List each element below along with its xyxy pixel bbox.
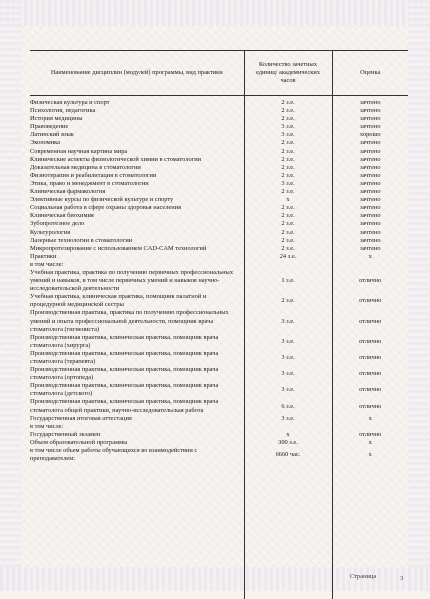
- discipline-cell: Производственная практика, клиническая практика, помощник врача стоматолога общей практики, научно-исследовательская работа: [30, 398, 244, 414]
- table-row: [30, 398, 408, 414]
- grade-cell: х: [332, 439, 408, 447]
- table-row: [30, 382, 408, 398]
- table-row: [30, 439, 408, 447]
- discipline-cell: Практики: [30, 253, 244, 261]
- discipline-cell: Производственная практика, практика по получению профессиональных умений и опыта профессиональной деятельности, помощник врача стоматолога (гигиениста): [30, 309, 244, 333]
- discipline-cell: Производственная практика, клиническая практика, помощник врача стоматолога (детского): [30, 382, 244, 398]
- discipline-cell: Психология, педагогика: [30, 107, 244, 115]
- discipline-cell: Микропротезирование с использованием CAD-CAM технологий: [30, 245, 244, 253]
- grade-cell: х: [332, 253, 408, 261]
- discipline-cell: Элективные курсы по физической культуре и спорту: [30, 196, 244, 204]
- credits-cell: х: [244, 196, 332, 204]
- credits-cell: 3 з.е.: [244, 334, 332, 350]
- table-row: [30, 212, 408, 220]
- credits-cell: 2 з.е.: [244, 293, 332, 309]
- credits-cell: 2 з.е.: [244, 237, 332, 245]
- credits-cell: 2 з.е.: [244, 229, 332, 237]
- table-row: [30, 309, 408, 333]
- grade-cell: зачтено: [332, 139, 408, 147]
- credits-cell: 3 з.е.: [244, 415, 332, 423]
- credits-cell: 2 з.е.: [244, 188, 332, 196]
- grade-cell: зачтено: [332, 123, 408, 131]
- grade-cell: отлично: [332, 269, 408, 293]
- grade-cell: зачтено: [332, 237, 408, 245]
- table-row: [30, 245, 408, 253]
- credits-cell: 3 з.е.: [244, 131, 332, 139]
- grade-cell: зачтено: [332, 148, 408, 156]
- table-row: [30, 148, 408, 156]
- page-footer: [350, 573, 376, 580]
- table-row: [30, 447, 408, 463]
- grade-cell: зачтено: [332, 180, 408, 188]
- discipline-cell: Учебная практика, практика по получению первичных профессиональных умений и навыков, в том числе первичных умений и навыков научно-исследовательской деятельности: [30, 269, 244, 293]
- grade-cell: зачтено: [332, 172, 408, 180]
- table-row: [30, 269, 408, 293]
- grade-cell: зачтено: [332, 99, 408, 107]
- table-row: [30, 139, 408, 147]
- credits-cell: 3 з.е.: [244, 382, 332, 398]
- grade-cell: [332, 423, 408, 431]
- page-number: 3: [400, 575, 403, 582]
- discipline-cell: Физическая культура и спорт: [30, 99, 244, 107]
- discipline-cell: Правоведение: [30, 123, 244, 131]
- credits-cell: 2 з.е.: [244, 156, 332, 164]
- table-row: [30, 293, 408, 309]
- grade-cell: х: [332, 447, 408, 463]
- table-row: [30, 172, 408, 180]
- credits-cell: 1 з.е.: [244, 269, 332, 293]
- grade-cell: отлично: [332, 334, 408, 350]
- grade-cell: отлично: [332, 350, 408, 366]
- table-row: [30, 229, 408, 237]
- table-row: [30, 366, 408, 382]
- guilloche-border-top: [0, 0, 430, 26]
- credits-cell: 24 з.е.: [244, 253, 332, 261]
- discipline-cell: Клиническая биохимия: [30, 212, 244, 220]
- discipline-cell: История медицины: [30, 115, 244, 123]
- discipline-cell: Производственная практика, клиническая практика, помощник врача стоматолога (ортопеда): [30, 366, 244, 382]
- discipline-cell: Лазерные технологии в стоматологии: [30, 237, 244, 245]
- discipline-cell: в том числе объем работы обучающихся во взаимодействии с преподавателем:: [30, 447, 244, 463]
- credits-cell: 2 з.е.: [244, 212, 332, 220]
- credits-cell: 2 з.е.: [244, 245, 332, 253]
- credits-cell: 6 з.е.: [244, 398, 332, 414]
- grade-cell: зачтено: [332, 107, 408, 115]
- discipline-cell: в том числе:: [30, 261, 244, 269]
- credits-cell: х: [244, 431, 332, 439]
- table-body: [30, 96, 408, 599]
- header-credits: Количество зачетных единиц/ академических часов: [244, 51, 332, 96]
- discipline-cell: Клинические аспекты физиологической химии в стоматологии: [30, 156, 244, 164]
- credits-cell: 2 з.е.: [244, 164, 332, 172]
- credits-cell: 3 з.е.: [244, 123, 332, 131]
- table-row: [30, 131, 408, 139]
- table-row: [30, 164, 408, 172]
- table-row: [30, 253, 408, 261]
- grade-cell: зачтено: [332, 196, 408, 204]
- grade-cell: отлично: [332, 431, 408, 439]
- discipline-cell: Социальная работа в сфере охраны здоровья населения: [30, 204, 244, 212]
- table-row: [30, 431, 408, 439]
- grade-cell: отлично: [332, 309, 408, 333]
- credits-cell: 2 з.е.: [244, 148, 332, 156]
- grade-cell: зачтено: [332, 229, 408, 237]
- discipline-cell: Производственная практика, клиническая практика, помощник врача стоматолога (хирурга): [30, 334, 244, 350]
- guilloche-border-right: [408, 0, 430, 591]
- table-row: [30, 350, 408, 366]
- discipline-cell: Доказательная медицина в стоматологии: [30, 164, 244, 172]
- table-row: [30, 415, 408, 423]
- table-row: [30, 115, 408, 123]
- credits-cell: [244, 261, 332, 269]
- page-label: Страница: [350, 573, 376, 580]
- credits-cell: 300 з.е.: [244, 439, 332, 447]
- empty-cell: [244, 463, 332, 599]
- empty-cell: [30, 463, 244, 599]
- table-row: [30, 220, 408, 228]
- credits-cell: 3 з.е.: [244, 366, 332, 382]
- credits-cell: 6660 час.: [244, 447, 332, 463]
- header-discipline: Наименование дисциплин (модулей) программы, вид практики: [30, 51, 244, 96]
- table-row: [30, 156, 408, 164]
- discipline-cell: Современная научная картина мира: [30, 148, 244, 156]
- discipline-cell: Экономика: [30, 139, 244, 147]
- table-row: [30, 204, 408, 212]
- credits-cell: 2 з.е.: [244, 107, 332, 115]
- header-grade: Оценка: [332, 51, 408, 96]
- discipline-cell: Объем образовательной программы: [30, 439, 244, 447]
- grade-cell: зачтено: [332, 220, 408, 228]
- credits-cell: 2 з.е.: [244, 115, 332, 123]
- credits-cell: 2 з.е.: [244, 204, 332, 212]
- table-row: [30, 180, 408, 188]
- table-row: [30, 261, 408, 269]
- discipline-cell: Государственная итоговая аттестация: [30, 415, 244, 423]
- discipline-cell: Учебная практика, клиническая практика, помощник палатной и процедурной медицинской сестры: [30, 293, 244, 309]
- table-row: [30, 188, 408, 196]
- disciplines-table: [30, 50, 408, 599]
- grade-cell: зачтено: [332, 188, 408, 196]
- discipline-cell: Латинский язык: [30, 131, 244, 139]
- discipline-cell: Этика, право и менеджмент в стоматологии: [30, 180, 244, 188]
- discipline-cell: в том числе:: [30, 423, 244, 431]
- table-row: [30, 123, 408, 131]
- discipline-cell: Зубопротезное дело: [30, 220, 244, 228]
- table-header-row: [30, 51, 408, 96]
- credits-cell: 2 з.е.: [244, 139, 332, 147]
- grade-cell: зачтено: [332, 115, 408, 123]
- grade-cell: зачтено: [332, 212, 408, 220]
- grade-cell: зачтено: [332, 204, 408, 212]
- grade-cell: отлично: [332, 293, 408, 309]
- grade-cell: зачтено: [332, 164, 408, 172]
- credits-cell: 2 з.е.: [244, 99, 332, 107]
- grade-cell: отлично: [332, 382, 408, 398]
- discipline-cell: Государственный экзамен: [30, 431, 244, 439]
- credits-cell: 3 з.е.: [244, 350, 332, 366]
- grade-cell: х: [332, 415, 408, 423]
- credits-cell: 3 з.е.: [244, 180, 332, 188]
- table-row: [30, 107, 408, 115]
- table-row: [30, 423, 408, 431]
- credits-cell: 3 з.е.: [244, 309, 332, 333]
- table-row: [30, 334, 408, 350]
- table-row: [30, 237, 408, 245]
- grade-cell: зачтено: [332, 156, 408, 164]
- discipline-cell: Производственная практика, клиническая практика, помощник врача стоматолога (терапевта): [30, 350, 244, 366]
- grade-cell: отлично: [332, 398, 408, 414]
- grade-cell: зачтено: [332, 245, 408, 253]
- discipline-cell: Культурология: [30, 229, 244, 237]
- discipline-cell: Физиотерапия и реабилитация в стоматологии: [30, 172, 244, 180]
- discipline-cell: Клиническая фармакология: [30, 188, 244, 196]
- credits-cell: [244, 423, 332, 431]
- table-row: [30, 99, 408, 107]
- credits-cell: 2 з.е.: [244, 220, 332, 228]
- credits-cell: 2 з.е.: [244, 172, 332, 180]
- grade-cell: хорошо: [332, 131, 408, 139]
- guilloche-border-left: [0, 0, 22, 591]
- grade-cell: [332, 261, 408, 269]
- grade-cell: отлично: [332, 366, 408, 382]
- table-row: [30, 196, 408, 204]
